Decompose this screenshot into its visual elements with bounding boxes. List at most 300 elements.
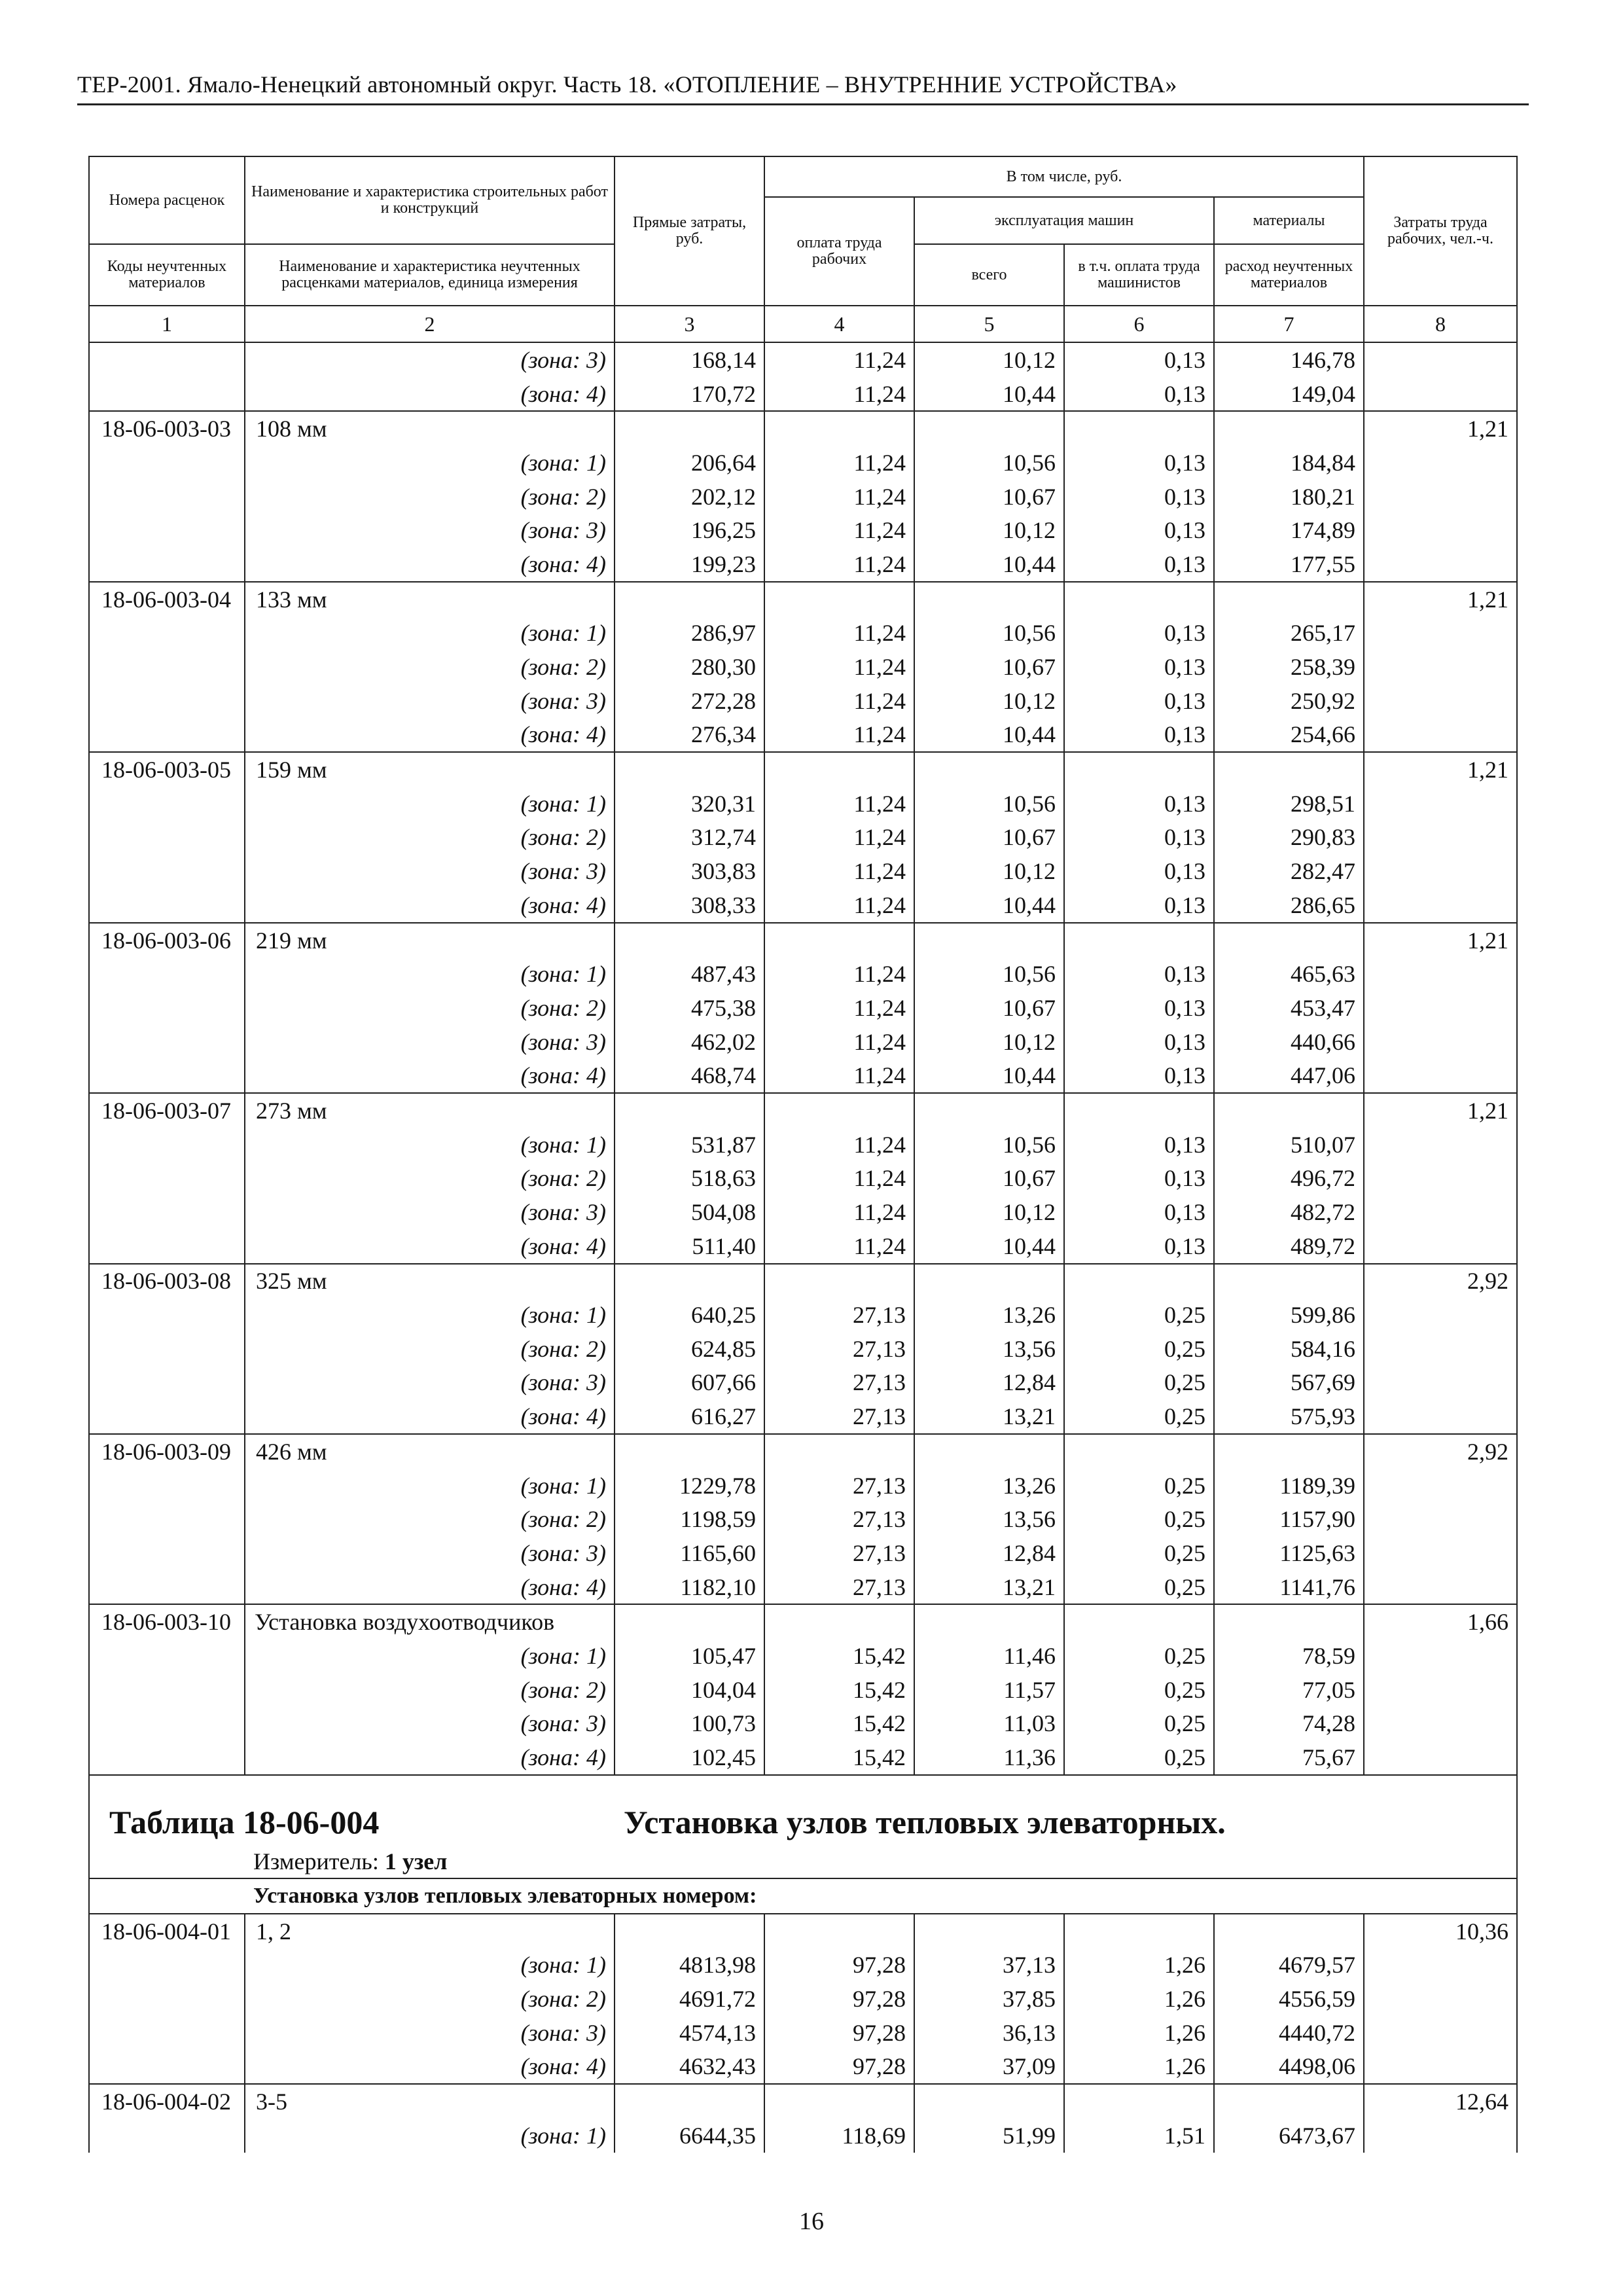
direct-costs: 170,72 [615,377,764,412]
zone-label: (зона: 3) [245,2016,615,2050]
machinists-pay: 0,13 [1064,787,1214,821]
direct-costs: 280,30 [615,650,764,684]
empty-cell [1364,2050,1517,2085]
machinists-pay: 0,13 [1064,684,1214,718]
labor-pay: 118,69 [764,2119,914,2153]
zone-row [89,1673,1517,1707]
empty-cell [89,1058,245,1093]
empty-cell [615,1914,764,1948]
materials: 440,66 [1214,1025,1364,1059]
header-labor-pay: оплата труда рабочих [764,197,914,306]
zone-row [89,1332,1517,1366]
empty-cell [1364,1707,1517,1741]
empty-cell [1364,1128,1517,1162]
direct-costs: 312,74 [615,821,764,855]
materials: 1189,39 [1214,1469,1364,1503]
machinists-pay: 1,26 [1064,1948,1214,1982]
zone-row [89,787,1517,821]
zone-row [89,480,1517,514]
empty-cell [615,923,764,958]
empty-cell [1364,718,1517,753]
labor-pay: 11,24 [764,1025,914,1059]
empty-cell [1064,1093,1214,1128]
section-table-body [89,1914,1517,2153]
section-title: Установка узлов тепловых элеваторных. [624,1803,1226,1840]
machinists-pay: 0,25 [1064,1399,1214,1434]
rate-group-header-row [89,923,1517,958]
zone-row [89,1128,1517,1162]
empty-cell [1364,1673,1517,1707]
labor-hours: 2,92 [1364,1434,1517,1469]
direct-costs: 1229,78 [615,1469,764,1503]
materials: 286,65 [1214,888,1364,923]
rate-name: 426 мм [245,1434,615,1469]
empty-cell [1364,1948,1517,1982]
empty-cell [1064,752,1214,787]
zone-row [89,446,1517,480]
machinists-pay: 0,13 [1064,1229,1214,1264]
labor-pay: 11,24 [764,513,914,547]
column-number: 6 [1064,306,1214,342]
empty-cell [1214,1434,1364,1469]
empty-cell [89,787,245,821]
rate-name: 325 мм [245,1264,615,1299]
labor-pay: 27,13 [764,1536,914,1570]
rate-group-header-row [89,582,1517,617]
empty-cell [1364,684,1517,718]
empty-cell [89,446,245,480]
empty-cell [89,617,245,651]
direct-costs: 1165,60 [615,1536,764,1570]
labor-pay: 97,28 [764,2016,914,2050]
empty-cell [89,821,245,855]
header-machines: эксплуатация машин [914,197,1214,244]
empty-cell [1364,1502,1517,1536]
labor-pay: 27,13 [764,1469,914,1503]
rate-group-header-row [89,1914,1517,1948]
machinists-pay: 0,25 [1064,1740,1214,1775]
labor-pay: 11,24 [764,480,914,514]
zone-label: (зона: 1) [245,2119,615,2153]
materials: 1141,76 [1214,1570,1364,1605]
header-work-name: Наименование и характеристика строительных работ и конструкций [245,156,615,244]
machines-total: 10,12 [914,513,1064,547]
machines-total: 10,44 [914,888,1064,923]
empty-cell [1364,1982,1517,2016]
empty-cell [89,1740,245,1775]
direct-costs: 607,66 [615,1366,764,1400]
column-number: 7 [1214,306,1364,342]
empty-cell [1364,1399,1517,1434]
labor-pay: 11,24 [764,684,914,718]
materials: 567,69 [1214,1366,1364,1400]
direct-costs: 4632,43 [615,2050,764,2085]
direct-costs: 475,38 [615,991,764,1025]
rate-code: 18-06-003-04 [89,582,245,617]
machines-total: 10,56 [914,1128,1064,1162]
machinists-pay: 0,13 [1064,650,1214,684]
empty-cell [89,1982,245,2016]
machinists-pay: 0,25 [1064,1332,1214,1366]
labor-hours: 2,92 [1364,1264,1517,1299]
zone-label: (зона: 3) [245,854,615,888]
empty-cell [89,888,245,923]
rates-table [88,156,1518,2153]
machines-total: 12,84 [914,1366,1064,1400]
rate-group-header-row [89,1604,1517,1639]
empty-cell [89,1195,245,1229]
machines-total: 13,56 [914,1332,1064,1366]
zone-row [89,547,1517,582]
direct-costs: 1182,10 [615,1570,764,1605]
rate-group-header-row [89,2084,1517,2119]
empty-cell [1214,1093,1364,1128]
labor-pay: 11,24 [764,888,914,923]
machines-total: 10,44 [914,718,1064,753]
empty-cell [615,582,764,617]
zone-row [89,1195,1517,1229]
empty-cell [1364,342,1517,377]
machinists-pay: 0,13 [1064,1058,1214,1093]
empty-cell [89,2119,245,2153]
materials: 254,66 [1214,718,1364,753]
column-number: 4 [764,306,914,342]
empty-cell [764,1434,914,1469]
empty-cell [1064,582,1214,617]
empty-cell [764,2084,914,2119]
zone-label: (зона: 4) [245,1740,615,1775]
direct-costs: 624,85 [615,1332,764,1366]
direct-costs: 196,25 [615,513,764,547]
direct-costs: 487,43 [615,957,764,991]
machines-total: 11,03 [914,1707,1064,1741]
empty-cell [615,2084,764,2119]
machinists-pay: 0,13 [1064,991,1214,1025]
empty-cell [89,377,245,412]
machinists-pay: 0,13 [1064,377,1214,412]
zone-label: (зона: 4) [245,1399,615,1434]
zone-row [89,1948,1517,1982]
machinists-pay: 0,13 [1064,513,1214,547]
machines-total: 10,67 [914,991,1064,1025]
materials: 180,21 [1214,480,1364,514]
empty-cell [914,752,1064,787]
machinists-pay: 0,13 [1064,1162,1214,1196]
machines-total: 10,44 [914,377,1064,412]
labor-pay: 11,24 [764,821,914,855]
empty-cell [89,1469,245,1503]
zone-label: (зона: 4) [245,547,615,582]
empty-cell [1364,1570,1517,1605]
labor-pay: 27,13 [764,1570,914,1605]
rate-name: 133 мм [245,582,615,617]
labor-pay: 11,24 [764,957,914,991]
empty-cell [764,923,914,958]
rate-name: 159 мм [245,752,615,787]
zone-label: (зона: 3) [245,1707,615,1741]
zone-label: (зона: 4) [245,888,615,923]
empty-cell [764,582,914,617]
empty-cell [764,1264,914,1299]
empty-cell [1364,1332,1517,1366]
materials: 258,39 [1214,650,1364,684]
machines-total: 37,09 [914,2050,1064,2085]
empty-cell [1364,1025,1517,1059]
column-number: 3 [615,306,764,342]
zone-label: (зона: 1) [245,1298,615,1332]
empty-cell [89,718,245,753]
machinists-pay: 0,25 [1064,1366,1214,1400]
machinists-pay: 0,25 [1064,1673,1214,1707]
zone-row [89,1502,1517,1536]
empty-cell [89,684,245,718]
machinists-pay: 0,25 [1064,1639,1214,1673]
machines-total: 51,99 [914,2119,1064,2153]
labor-pay: 11,24 [764,547,914,582]
empty-cell [1364,480,1517,514]
zone-row [89,854,1517,888]
zone-label: (зона: 3) [245,1536,615,1570]
zone-row [89,821,1517,855]
machines-total: 10,56 [914,446,1064,480]
direct-costs: 102,45 [615,1740,764,1775]
empty-cell [914,411,1064,446]
empty-cell [615,411,764,446]
header-direct-costs: Прямые затраты, руб. [615,156,764,306]
labor-hours: 1,66 [1364,1604,1517,1639]
empty-cell [89,342,245,377]
direct-costs: 286,97 [615,617,764,651]
rate-code: 18-06-003-03 [89,411,245,446]
zone-row [89,2016,1517,2050]
empty-cell [1364,787,1517,821]
column-number-row [89,306,1517,342]
machines-total: 10,67 [914,480,1064,514]
empty-cell [1364,888,1517,923]
rates-table-body [89,342,1517,1775]
labor-pay: 11,24 [764,617,914,651]
empty-cell [764,411,914,446]
machinists-pay: 1,51 [1064,2119,1214,2153]
machinists-pay: 0,13 [1064,1025,1214,1059]
materials: 282,47 [1214,854,1364,888]
empty-cell [1214,1914,1364,1948]
zone-label: (зона: 1) [245,617,615,651]
zone-label: (зона: 2) [245,1982,615,2016]
rate-code: 18-06-003-08 [89,1264,245,1299]
materials: 149,04 [1214,377,1364,412]
empty-cell [1364,1740,1517,1775]
materials: 265,17 [1214,617,1364,651]
direct-costs: 303,83 [615,854,764,888]
machinists-pay: 0,13 [1064,617,1214,651]
empty-cell [1214,2084,1364,2119]
labor-pay: 11,24 [764,1229,914,1264]
direct-costs: 531,87 [615,1128,764,1162]
section-subheading: Установка узлов тепловых элеваторных номером: [89,1878,1517,1914]
empty-cell [1064,1264,1214,1299]
section-header [89,1775,1517,1914]
materials: 1157,90 [1214,1502,1364,1536]
materials: 4498,06 [1214,2050,1364,2085]
empty-cell [1364,991,1517,1025]
machinists-pay: 0,25 [1064,1469,1214,1503]
empty-cell [1064,923,1214,958]
labor-pay: 27,13 [764,1399,914,1434]
direct-costs: 199,23 [615,547,764,582]
materials: 599,86 [1214,1298,1364,1332]
machines-total: 11,57 [914,1673,1064,1707]
empty-cell [1214,582,1364,617]
zone-row [89,1707,1517,1741]
empty-cell [89,1332,245,1366]
labor-pay: 11,24 [764,342,914,377]
materials: 75,67 [1214,1740,1364,1775]
empty-cell [1364,2119,1517,2153]
empty-cell [1364,446,1517,480]
labor-hours: 12,64 [1364,2084,1517,2119]
zone-label: (зона: 3) [245,684,615,718]
empty-cell [615,1604,764,1639]
materials: 77,05 [1214,1673,1364,1707]
zone-label: (зона: 1) [245,1948,615,1982]
machines-total: 10,56 [914,617,1064,651]
materials: 4679,57 [1214,1948,1364,1982]
zone-row [89,1298,1517,1332]
direct-costs: 202,12 [615,480,764,514]
empty-cell [89,1707,245,1741]
unit-value: 1 узел [384,1848,448,1874]
machinists-pay: 0,13 [1064,446,1214,480]
labor-pay: 11,24 [764,854,914,888]
zone-label: (зона: 3) [245,1195,615,1229]
machinists-pay: 0,13 [1064,718,1214,753]
materials: 465,63 [1214,957,1364,991]
machinists-pay: 0,25 [1064,1502,1214,1536]
machines-total: 10,12 [914,342,1064,377]
machines-total: 10,44 [914,547,1064,582]
column-number: 5 [914,306,1064,342]
machinists-pay: 1,26 [1064,1982,1214,2016]
labor-pay: 27,13 [764,1502,914,1536]
empty-cell [89,991,245,1025]
header-rate-numbers: Номера расценок [89,156,245,244]
machinists-pay: 0,13 [1064,1128,1214,1162]
empty-cell [89,1025,245,1059]
zone-row [89,1399,1517,1434]
rate-code: 18-06-004-02 [89,2084,245,2119]
empty-cell [1364,957,1517,991]
rate-group-header-row [89,1434,1517,1469]
empty-cell [89,547,245,582]
zone-row [89,1229,1517,1264]
labor-pay: 27,13 [764,1298,914,1332]
rate-name: 3-5 [245,2084,615,2119]
direct-costs: 104,04 [615,1673,764,1707]
column-number: 8 [1364,306,1517,342]
empty-cell [89,2050,245,2085]
zone-row [89,513,1517,547]
zone-label: (зона: 2) [245,650,615,684]
machines-total: 10,12 [914,854,1064,888]
empty-cell [89,1229,245,1264]
machines-total: 10,44 [914,1229,1064,1264]
direct-costs: 320,31 [615,787,764,821]
header-materials: материалы [1214,197,1364,244]
empty-cell [1214,1264,1364,1299]
column-number: 1 [89,306,245,342]
labor-pay: 15,42 [764,1673,914,1707]
direct-costs: 168,14 [615,342,764,377]
direct-costs: 4813,98 [615,1948,764,1982]
empty-cell [89,650,245,684]
empty-cell [914,1093,1064,1128]
materials: 4556,59 [1214,1982,1364,2016]
rate-name: 108 мм [245,411,615,446]
header-incl-machinists: в т.ч. оплата труда машинистов [1064,244,1214,306]
materials: 290,83 [1214,821,1364,855]
zone-row [89,1740,1517,1775]
machines-total: 10,67 [914,1162,1064,1196]
zone-row [89,1639,1517,1673]
machines-total: 10,12 [914,684,1064,718]
labor-hours: 10,36 [1364,1914,1517,1948]
labor-pay: 27,13 [764,1366,914,1400]
rate-code: 18-06-003-05 [89,752,245,787]
zone-row [89,888,1517,923]
materials: 4440,72 [1214,2016,1364,2050]
direct-costs: 511,40 [615,1229,764,1264]
zone-row [89,1536,1517,1570]
materials: 496,72 [1214,1162,1364,1196]
labor-pay: 97,28 [764,2050,914,2085]
zone-label: (зона: 4) [245,1570,615,1605]
machinists-pay: 0,13 [1064,1195,1214,1229]
materials: 510,07 [1214,1128,1364,1162]
empty-cell [914,2084,1064,2119]
rate-code: 18-06-003-09 [89,1434,245,1469]
zone-label: (зона: 4) [245,377,615,412]
labor-pay: 27,13 [764,1332,914,1366]
empty-cell [1364,1162,1517,1196]
materials: 489,72 [1214,1229,1364,1264]
zone-label: (зона: 3) [245,513,615,547]
materials: 482,72 [1214,1195,1364,1229]
zone-row [89,342,1517,377]
rate-name: 1, 2 [245,1914,615,1948]
direct-costs: 462,02 [615,1025,764,1059]
machines-total: 10,67 [914,821,1064,855]
empty-cell [1364,2016,1517,2050]
direct-costs: 308,33 [615,888,764,923]
zone-label: (зона: 4) [245,1058,615,1093]
machines-total: 37,13 [914,1948,1064,1982]
empty-cell [1064,2084,1214,2119]
header-unaccounted-codes: Коды неучтенных материалов [89,244,245,306]
labor-hours: 1,21 [1364,752,1517,787]
empty-cell [1364,547,1517,582]
empty-cell [89,1570,245,1605]
machinists-pay: 0,25 [1064,1707,1214,1741]
empty-cell [89,1298,245,1332]
empty-cell [89,480,245,514]
zone-label: (зона: 1) [245,1639,615,1673]
materials: 453,47 [1214,991,1364,1025]
rate-code: 18-06-003-10 [89,1604,245,1639]
zone-row [89,1025,1517,1059]
zone-label: (зона: 1) [245,1469,615,1503]
materials: 447,06 [1214,1058,1364,1093]
